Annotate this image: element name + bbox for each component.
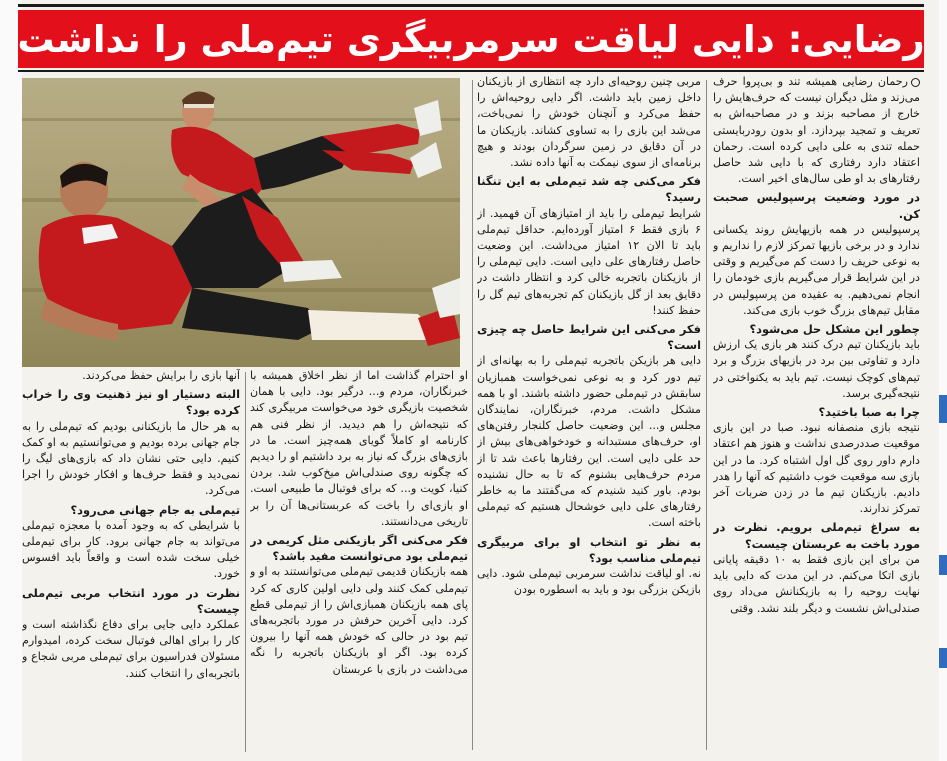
side-marker <box>939 648 947 668</box>
text: مربی چنین روحیه‌ای دارد چه انتظاری از بازیکنان داخل زمین باید داشت. اگر دایی روحیه‌اش را حفظ می‌کرد و آنچنان خودش را نمی‌باخت، می‌شد این بازی را به تساوی کشاند. بازیکنان ما در آن دقایق در زمین سرگردان بودند و هیچ برنامه‌ای از سوی نیمکت به آنها داده نشد. <box>477 75 701 170</box>
text: رحمان رضایی همیشه تند و بی‌پروا حرف می‌زند و مثل دیگران نیست که حرف‌هایش را خارج از مصاحبه بزند و در مصاحبه‌اش به تعریف و تمجید بپردازد. او بدون رودربایستی حمله تندی به علی دایی کرده است. رحمان اعتقاد دارد رفتاری که با دایی شد حاصل رفتارهای بد او طی سال‌های اخیر است. <box>713 75 920 186</box>
side-marker <box>939 555 947 575</box>
interview-question <box>477 321 701 353</box>
body-paragraph <box>22 419 240 500</box>
interview-question <box>22 585 240 617</box>
interview-question <box>477 173 701 205</box>
text: دایی هر بازیکن باتجربه تیم‌ملی را به بهانه‌ای از تیم دور کرد و به نوعی نمی‌خواست همبازیان سابقش در تیم‌ملی حضور داشته باشند. او با همه مشکل داشت. مردم، خبرنگاران، نمایندگان مجلس و... این وضعیت حاصل کلنجار رفتن‌های او، حرف‌های مستبدانه و خودخواهی‌های بیش از حد علی دایی است. این رفتارها باعث شد تا از مردم حرف‌هایی بشنوم که تا به حال نشنیده بودم. باور کنید شنیدم که می‌گفتند ما به خاطر رفتارهای علی دایی خوشحال هستیم که تیم‌ملی باخته است. <box>477 354 701 530</box>
page-margin-left <box>0 0 22 761</box>
text: فکر می‌کنی چه شد تیم‌ملی به این تنگنا رسید؟ <box>477 174 701 205</box>
text: به نظر تو انتخاب او برای مربیگری تیم‌ملی مناسب بود؟ <box>477 534 701 565</box>
text: در مورد وضعیت پرسپولیس صحبت کن. <box>713 190 920 221</box>
text: پرسپولیس در همه بازیهایش روند یکسانی ندارد و در برخی بازیها تمرکز لازم را نداریم و به نوعی حریف را دست کم می‌گیریم و وقتی در این شرایط قرار می‌گیریم بازی خودمان را انجام نمی‌دهیم. به عقیده من پرسپولیس در مقابل تیم‌های بزرگ خوب بازی می‌کند. <box>713 222 920 317</box>
body-paragraph <box>477 566 701 598</box>
text: من برای این بازی فقط به ۱۰ دقیقه پایانی بازی اتکا می‌کنم. در این مدت که دایی باید نهایت روحیه را به بازیکنانش می‌داد روی صندلی‌اش نشست و دیگر بلند نشد. وقتی <box>713 552 920 615</box>
body-paragraph <box>713 222 920 319</box>
interview-question <box>22 502 240 518</box>
interview-question <box>713 404 920 420</box>
text: فکر می‌کنی اگر بازیکنی مثل کریمی در تیم‌ملی بود می‌توانست مفید باشد؟ <box>250 533 468 564</box>
body-paragraph <box>22 617 240 682</box>
interview-question <box>713 321 920 337</box>
headline-bottom-rule <box>18 70 924 72</box>
text: نتیجه بازی منصفانه نبود. صبا در این بازی موقعیت صددرصدی نداشت و هنوز هم اعتقاد دارم داور روی گل اول اشتباه کرد. ما در این بازی سه موقعیت خوب داشتیم که آنها را هدر دادیم. بازیکنان تیم ما در زدن ضربات آخر تمرکز ندارند. <box>713 421 920 516</box>
column-divider <box>472 80 473 750</box>
interview-question <box>477 534 701 566</box>
interview-question <box>250 532 468 564</box>
body-paragraph <box>713 552 920 617</box>
players-stretching-photo <box>22 78 460 367</box>
body-paragraph <box>713 337 920 402</box>
body-paragraph <box>713 420 920 517</box>
text: چرا به صبا باختید؟ <box>818 405 920 420</box>
text: شرایط تیم‌ملی را باید از امتیازهای آن فهمید. از ۶ بازی فقط ۶ امتیاز آورده‌ایم. حداقل تیم‌ملی باید تا الان ۱۲ امتیاز می‌داشت. این وضعیت حاصل رفتارهای علی دایی است. دایی تیم‌ملی را از بازیکنان باتجربه خالی کرد و انتظار داشت در دقایق بعد از گل بازیکنان کم تجربه‌های تیم گل را حفظ کنند! <box>477 206 701 317</box>
text: تیم‌ملی به جام جهانی می‌رود؟ <box>70 502 240 517</box>
text: البته دستیار او نیز ذهنیت وی را خراب کرده بود؟ <box>22 387 240 418</box>
headline-top-rule <box>18 4 924 7</box>
body-paragraph <box>477 206 701 319</box>
headline: رضایی: دایی لیاقت سرمربیگری تیم‌ملی را نداشت <box>18 10 924 68</box>
body-paragraph <box>250 368 468 530</box>
body-paragraph <box>477 74 701 171</box>
text: با شرایطی که به وجود آمده با معجزه تیم‌ملی می‌تواند به جام جهانی برود. کار برای تیم‌ملی خیلی سخت شده است و واقعاً باید افسوس خورد. <box>22 518 240 581</box>
interview-question <box>713 519 920 551</box>
lead-bullet-icon <box>911 78 920 87</box>
text: نظرت در مورد انتخاب مربی تیم‌ملی چیست؟ <box>22 585 240 616</box>
body-paragraph <box>250 564 468 677</box>
body-paragraph <box>713 74 920 187</box>
column-divider <box>245 372 246 752</box>
text: باید بازیکنان تیم درک کنند هر بازی یک ارزش دارد و تفاوتی بین برد در بازیهای بزرگ و برد تیم‌های کوچک نیست. تیم باید به یکنواختی در نتیجه‌گیری برسد. <box>713 338 920 400</box>
article-column-4 <box>22 368 240 756</box>
article-column-1 <box>713 74 920 754</box>
text: همه بازیکنان قدیمی تیم‌ملی می‌توانستند به او و تیم‌ملی کمک کنند ولی دایی اولین کاری که کرد پای همه بازیکنان همبازی‌اش را از تیم‌ملی قطع کرد. دایی آخرین حرفش در مورد باتجربه‌های تیم بود در حالی که خودش همه آنها را بیرون کرده بود. اگر او بازیکنان باتجربه را نگه می‌داشت در بازی با عربستان <box>250 565 468 676</box>
interview-question <box>22 386 240 418</box>
side-marker <box>939 395 947 423</box>
body-paragraph <box>22 368 240 384</box>
text: آنها بازی را برایش حفظ می‌کردند. <box>82 369 240 382</box>
interview-question <box>713 189 920 221</box>
body-paragraph <box>22 518 240 583</box>
body-paragraph <box>477 353 701 531</box>
column-divider <box>706 80 707 750</box>
article-column-2 <box>477 74 701 754</box>
text: به هر حال ما بازیکنانی بودیم که تیم‌ملی را به جام جهانی برده بودیم و می‌توانستیم به او کمک کنیم. دایی حتی نشان داد که بازی‌های لیگ را نمی‌دید و فقط حرف‌ها و افکار خودش را اجرا می‌کرد. <box>22 419 240 498</box>
text: چطور این مشکل حل می‌شود؟ <box>749 322 920 337</box>
text: او احترام گذاشت اما از نظر اخلاق همیشه با خبرنگاران، مردم و... درگیر بود. دایی با همان شخصیت بازیگری خود می‌خواست مربیگری کند که نتیجه‌اش را هم دیدید. از نظر فنی هم کارنامه او کاملاً گویای همه‌چیز است. ما در بازی‌های بزرگ که نیاز به برد داشتیم او را دیدیم که چگونه روی صندلی‌اش میخ‌کوب شد. بردن کنیا، کویت و... که برای فوتبال ما طبیعی است. او بازی‌ای را باخت که عربستانی‌ها آن را بر تاریخی می‌دانستند. <box>250 369 468 528</box>
text: نه. او لیاقت نداشت سرمربی تیم‌ملی شود. دایی بازیکن بزرگی بود و باید به اسطوره بودن <box>477 567 701 597</box>
page-margin-right <box>939 0 947 761</box>
article-column-3 <box>250 368 468 756</box>
text: به سراغ تیم‌ملی برویم. نظرت در مورد باخت به عربستان چیست؟ <box>713 520 920 551</box>
text: فکر می‌کنی این شرایط حاصل چه چیزی است؟ <box>477 322 701 353</box>
text: عملکرد دایی جایی برای دفاع نگذاشته است و کار را برای اهالی فوتبال سخت کرده، امیدوارم مسئولان فدراسیون برای تیم‌ملی مربی شجاع و باتجربه‌ای را انتخاب کنند. <box>22 618 240 680</box>
